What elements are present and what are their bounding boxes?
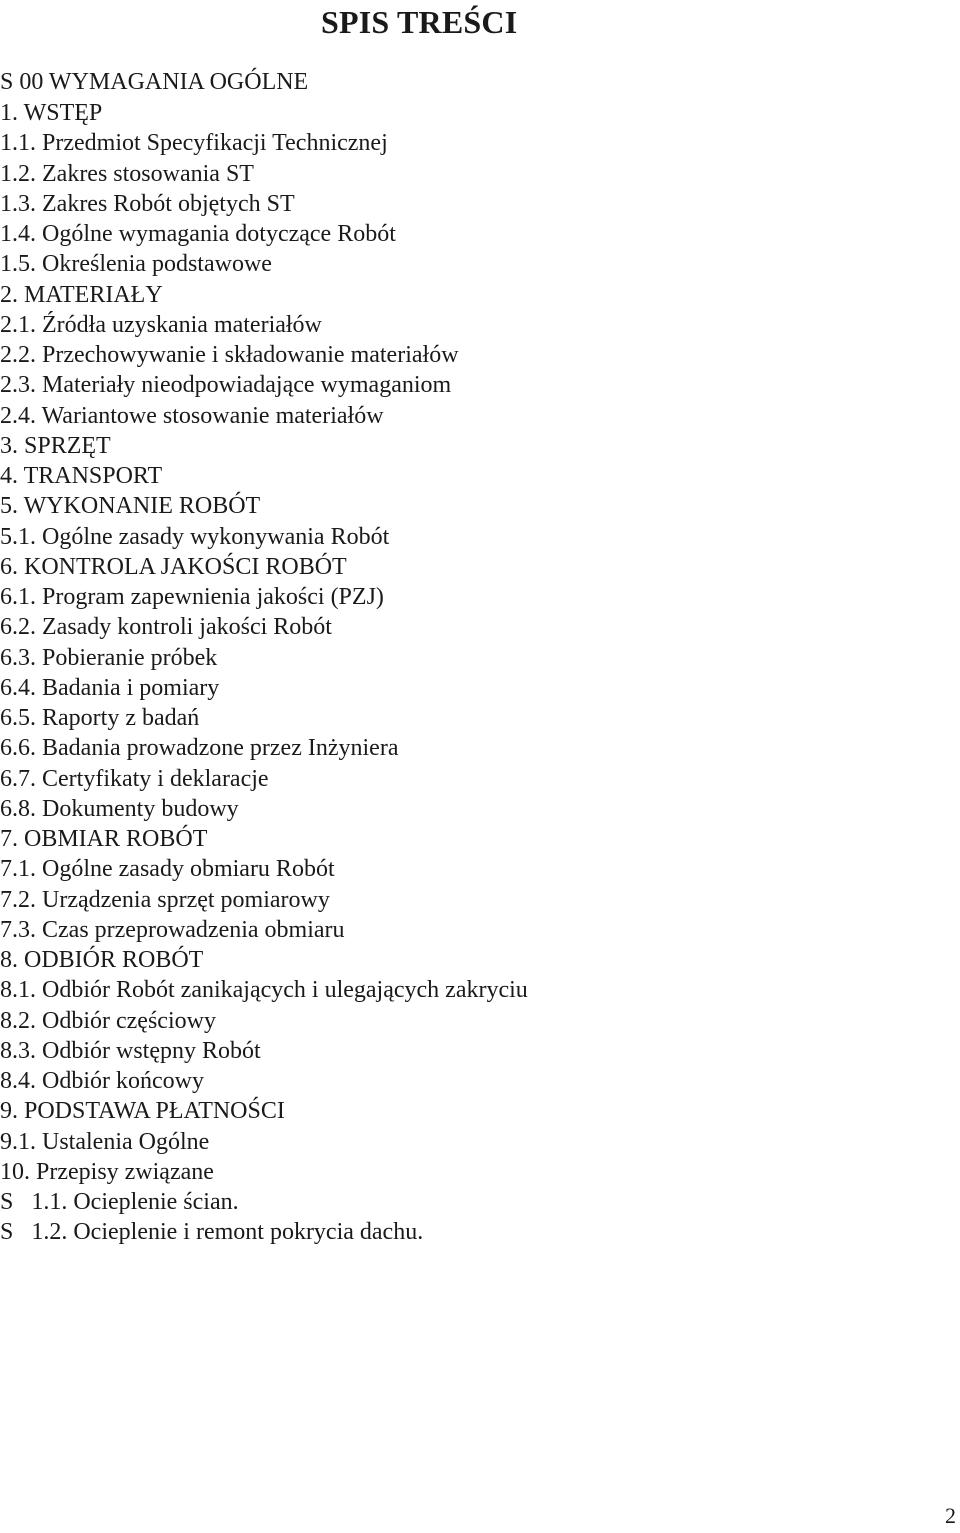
toc-entry: 1.1. Przedmiot Specyfikacji Technicznej (0, 130, 388, 157)
toc-entry: 6.7. Certyfikaty i deklaracje (0, 765, 269, 792)
toc-entry: 10. Przepisy związane (0, 1158, 214, 1185)
toc-entry: 2.2. Przechowywanie i składowanie materiałów (0, 342, 459, 368)
page-title: SPIS TREŚCI (321, 4, 518, 40)
toc-entry: 9. PODSTAWA PŁATNOŚCI (0, 1098, 285, 1125)
toc-entry: 2.1. Źródła uzyskania materiałów (0, 311, 322, 338)
toc-entry: 5. WYKONANIE ROBÓT (0, 493, 261, 520)
toc-entry: S 1.2. Ocieplenie i remont pokrycia dachu. (0, 1219, 424, 1246)
toc-entry: 6.4. Badania i pomiary (0, 674, 220, 701)
toc-entry: 3. SPRZĘT (0, 432, 111, 459)
table-of-contents (0, 67, 528, 1248)
toc-entry: 6.8. Dokumenty budowy (0, 795, 239, 822)
toc-entry: 6.5. Raporty z badań (0, 705, 200, 731)
toc-entry: 2. MATERIAŁY (0, 281, 163, 308)
toc-entry: 5.1. Ogólne zasady wykonywania Robót (0, 523, 390, 550)
toc-entry: 1.5. Określenia podstawowe (0, 251, 272, 278)
toc-entry: S 1.1. Ocieplenie ścian. (0, 1189, 239, 1215)
toc-entry: 1.3. Zakres Robót objętych ST (0, 190, 295, 217)
toc-entry: 4. TRANSPORT (0, 463, 163, 489)
toc-entry: 7.2. Urządzenia sprzęt pomiarowy (0, 886, 330, 913)
toc-entry: 8.1. Odbiór Robót zanikających i ulegających zakryciu (0, 977, 528, 1004)
toc-entry: 7.1. Ogólne zasady obmiaru Robót (0, 856, 335, 883)
toc-entry: 8.3. Odbiór wstępny Robót (0, 1037, 261, 1064)
toc-entry: 6. KONTROLA JAKOŚCI ROBÓT (0, 553, 347, 580)
toc-entry: 9.1. Ustalenia Ogólne (0, 1128, 210, 1155)
toc-entry: 7. OBMIAR ROBÓT (0, 826, 208, 852)
toc-entry: 6.1. Program zapewnienia jakości (PZJ) (0, 584, 384, 610)
toc-entry: 1.2. Zakres stosowania ST (0, 160, 254, 187)
toc-entry: 7.3. Czas przeprowadzenia obmiaru (0, 916, 345, 943)
toc-entry: 1. WSTĘP (0, 100, 103, 126)
toc-entry: 6.3. Pobieranie próbek (0, 644, 218, 671)
toc-entry: 1.4. Ogólne wymagania dotyczące Robót (0, 221, 396, 247)
toc-entry: S 00 WYMAGANIA OGÓLNE (0, 69, 309, 95)
toc-entry: 2.3. Materiały nieodpowiadające wymaganiom (0, 372, 452, 399)
toc-entry: 8. ODBIÓR ROBÓT (0, 947, 204, 973)
toc-entry: 8.2. Odbiór częściowy (0, 1007, 216, 1034)
toc-entry: 8.4. Odbiór końcowy (0, 1068, 204, 1094)
toc-entry: 2.4. Wariantowe stosowanie materiałów (0, 402, 384, 429)
page-number: 2 (945, 1503, 956, 1528)
toc-entry: 6.2. Zasady kontroli jakości Robót (0, 614, 332, 641)
toc-entry: 6.6. Badania prowadzone przez Inżyniera (0, 735, 399, 762)
